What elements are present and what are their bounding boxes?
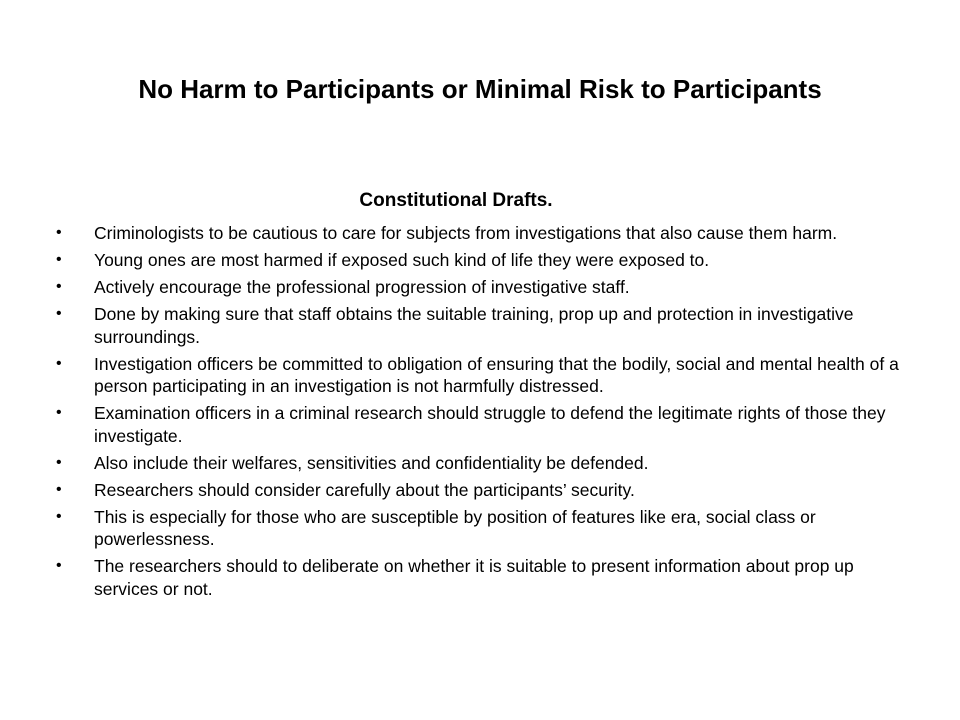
bullet-text: Also include their welfares, sensitivities and confidentiality be defended. [94,452,649,473]
bullet-icon: • [56,251,62,268]
bullet-text: Investigation officers be committed to obligation of ensuring that the bodily, social and mental health of a person participating in an investigation is not harmfully distressed. [94,353,899,396]
slide-subtitle: Constitutional Drafts. [359,190,553,211]
list-item [56,452,908,475]
bullet-text: Examination officers in a criminal research should struggle to defend the legitimate rights of those they investigate. [94,403,886,446]
list-item [56,506,908,551]
bullet-text: The researchers should to deliberate on whether it is suitable to present information about prop up services or not. [94,556,854,599]
bullet-list [56,222,908,605]
list-item [56,249,908,272]
bullet-icon: • [56,404,62,421]
bullet-icon: • [56,354,62,372]
list-item [56,222,908,245]
bullet-icon: • [56,305,62,322]
list-item [56,276,908,299]
bullet-icon: • [56,224,62,241]
bullet-icon: • [56,557,62,574]
bullet-icon: • [56,480,62,498]
bullet-icon: • [56,278,62,295]
bullet-text: Young ones are most harmed if exposed such kind of life they were exposed to. [94,250,710,270]
bullet-icon: • [56,507,62,525]
list-item [56,303,908,348]
bullet-icon: • [56,453,62,471]
list-item [56,479,908,502]
bullet-text: Researchers should consider carefully about the participants’ security. [94,479,635,500]
bullet-text: Actively encourage the professional progression of investigative staff. [94,277,630,297]
bullet-text: Criminologists to be cautious to care for subjects from investigations that also cause them harm. [94,223,838,243]
list-item [56,353,908,398]
bullet-text: This is especially for those who are susceptible by position of features like era, social class or powerlessness. [94,506,816,549]
bullet-text: Done by making sure that staff obtains the suitable training, prop up and protection in investigative surroundings. [94,304,854,347]
list-item [56,555,908,600]
list-item [56,402,908,447]
slide-title: No Harm to Participants or Minimal Risk to Participants [138,74,822,104]
